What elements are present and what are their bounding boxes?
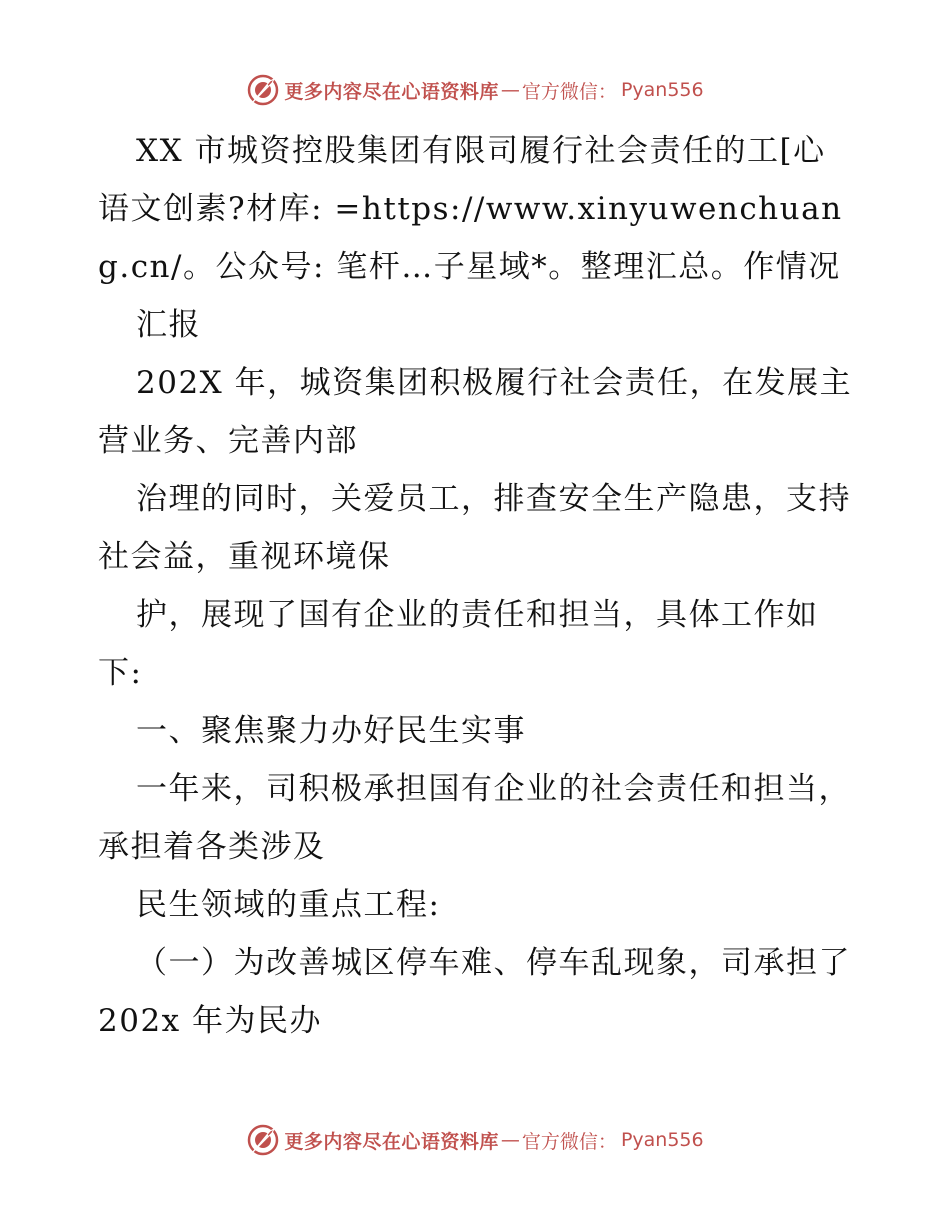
paragraph-title: XX 市城资控股集团有限司履行社会责任的工[心语文创素?材库: =https://www.xinyuwenchuang.cn/。公众号: 笔杆…子星域*。整理汇总。作情况 bbox=[98, 133, 843, 285]
paragraph: 民生领域的重点工程: bbox=[136, 887, 441, 923]
document-body bbox=[98, 122, 858, 1050]
watermark-main-text: 更多内容尽在心语资料库 bbox=[284, 1130, 499, 1153]
watermark-wechat-label: 官方微信： bbox=[521, 80, 617, 103]
watermark-wechat-id: Pyan556 bbox=[620, 79, 704, 101]
paragraph: （一）为改善城区停车难、停车乱现象，司承担了 202x 年为民办 bbox=[98, 945, 851, 1039]
quill-logo-icon bbox=[246, 73, 280, 107]
paragraph: 202X 年，城资集团积极履行社会责任，在发展主营业务、完善内部 bbox=[98, 365, 853, 459]
watermark-main-text: 更多内容尽在心语资料库 bbox=[284, 80, 499, 103]
watermark-wechat-label: 官方微信： bbox=[521, 1130, 617, 1153]
quill-logo-icon bbox=[246, 1123, 280, 1157]
paragraph: 护，展现了国有企业的责任和担当，具体工作如下: bbox=[98, 597, 819, 691]
watermark-separator: — bbox=[500, 79, 520, 101]
section-heading: 一、聚焦聚力办好民生实事 bbox=[136, 713, 526, 749]
paragraph: 治理的同时，关爱员工，排查安全生产隐患，支持社会益，重视环境保 bbox=[98, 481, 851, 575]
watermark-separator: — bbox=[500, 1129, 520, 1151]
watermark-wechat-id: Pyan556 bbox=[620, 1129, 704, 1151]
watermark-footer bbox=[0, 1120, 950, 1160]
paragraph-title-end: 汇报 bbox=[136, 307, 201, 343]
watermark-header bbox=[0, 70, 950, 110]
paragraph: 一年来，司积极承担国有企业的社会责任和担当，承担着各类涉及 bbox=[98, 771, 851, 865]
